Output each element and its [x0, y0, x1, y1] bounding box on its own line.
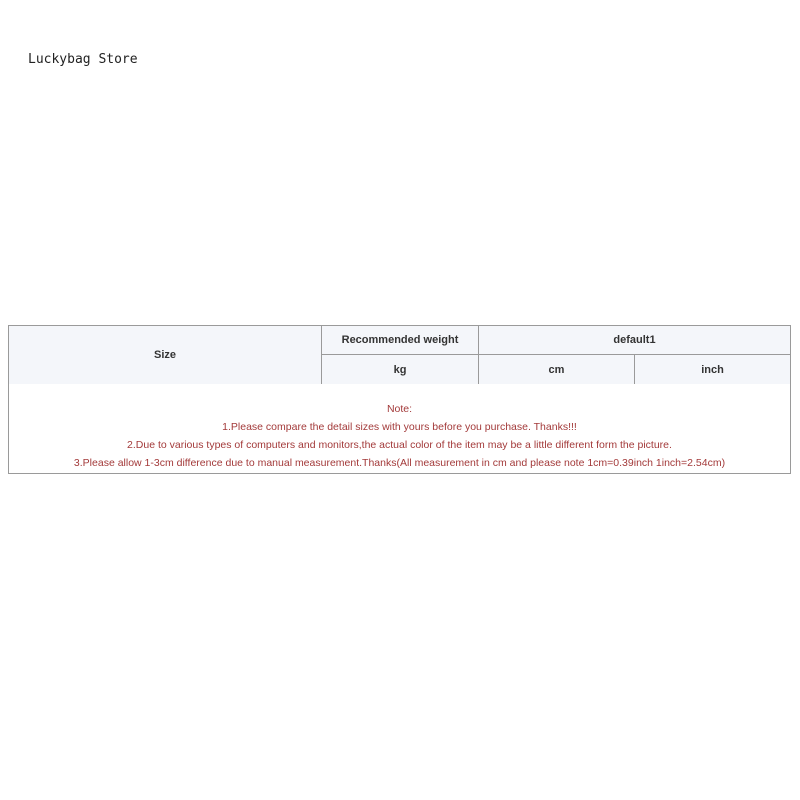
size-chart-table: [8, 325, 791, 474]
inch-unit-header: inch: [701, 363, 724, 376]
note-title: Note:: [386, 403, 413, 415]
cm-unit-header: cm: [479, 355, 635, 384]
kg-unit-header: kg: [322, 355, 479, 384]
size-chart-notes: [9, 400, 790, 472]
note-line: 2.Due to various types of computers and monitors,the actual color of the item may be a little different form the picture.: [127, 439, 672, 451]
note-line: 1.Please compare the detail sizes with yours before you purchase. Thanks!!!: [222, 421, 577, 433]
size-chart-header: [9, 326, 790, 384]
size-column-header: Size: [9, 326, 322, 384]
store-name: Luckybag Store: [28, 52, 138, 67]
default-header: default1: [479, 326, 790, 355]
note-line: 3.Please allow 1-3cm difference due to manual measurement.Thanks(All measurement in cm and please note 1cm=0.39inch 1inch=2.54cm): [73, 457, 726, 469]
recommended-weight-header: Recommended weight: [322, 326, 479, 355]
